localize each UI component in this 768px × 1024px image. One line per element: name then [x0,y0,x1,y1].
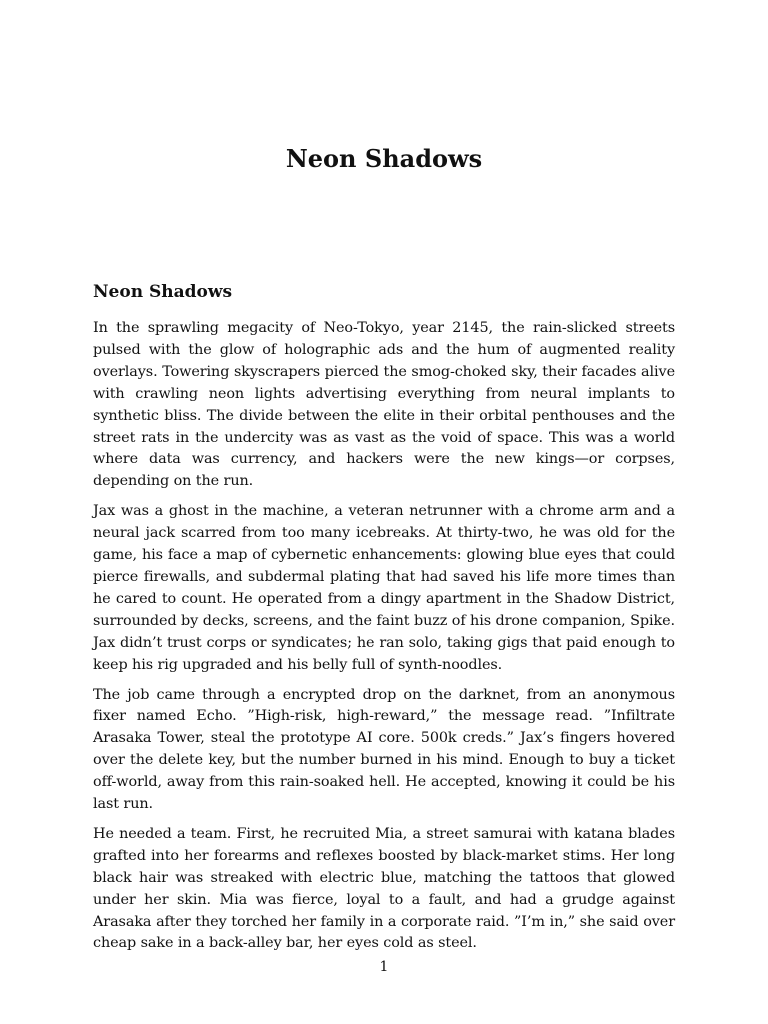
page-number: 1 [379,959,389,975]
body-text [93,318,675,963]
section-heading: Neon Shadows [93,282,233,302]
paragraph-2: Jax was a ghost in the machine, a veteran netrunner with a chrome arm and a neural jack scarred from too many icebreaks. At thirty-two, he was old for the game, his face a map of cybernetic enhancements: glowing blue eyes that could pierce firewalls, and subdermal plating that had saved his life more times than he cared to count. He operated from a dingy apartment in the Shadow District, surrounded by decks, screens, and the faint buzz of his drone companion, Spike. Jax didn’t trust corps or syndicates; he ran solo, taking gigs that paid enough to keep his rig upgraded and his belly full of synth-noodles. [93,503,675,673]
paragraph-4: He needed a team. First, he recruited Mia, a street samurai with katana blades grafted into her forearms and reflexes boosted by black-market stims. Her long black hair was streaked with electric blue, matching the tattoos that glowed under her skin. Mia was fierce, loyal to a fault, and had a grudge against Arasaka after they torched her family in a corporate raid. ”I’m in,” she said over cheap sake in a back-alley bar, her eyes cold as steel. [93,825,675,952]
paragraph-1: In the sprawling megacity of Neo-Tokyo, year 2145, the rain-slicked streets pulsed with the glow of holographic ads and the hum of augmented reality overlays. Towering skyscrapers pierced the smog-choked sky, their facades alive with crawling neon lights advertising everything from neural implants to synthetic bliss. The divide between the elite in their orbital penthouses and the street rats in the undercity was as vast as the void of space. This was a world where data was currency, and hackers were the new kings—or corpses, depending on the run. [93,320,675,490]
document-title: Neon Shadows [285,144,483,173]
paragraph-3: The job came through a encrypted drop on the darknet, from an anonymous fixer named Echo. ”High-risk, high-reward,” the message read. ”Infiltrate Arasaka Tower, steal the prototype AI core. 500k creds.” Jax’s fingers hovered over the delete key, but the number burned in his mind. Enough to buy a ticket off-world, away from this rain-soaked hell. He accepted, knowing it could be his last run. [93,686,675,813]
